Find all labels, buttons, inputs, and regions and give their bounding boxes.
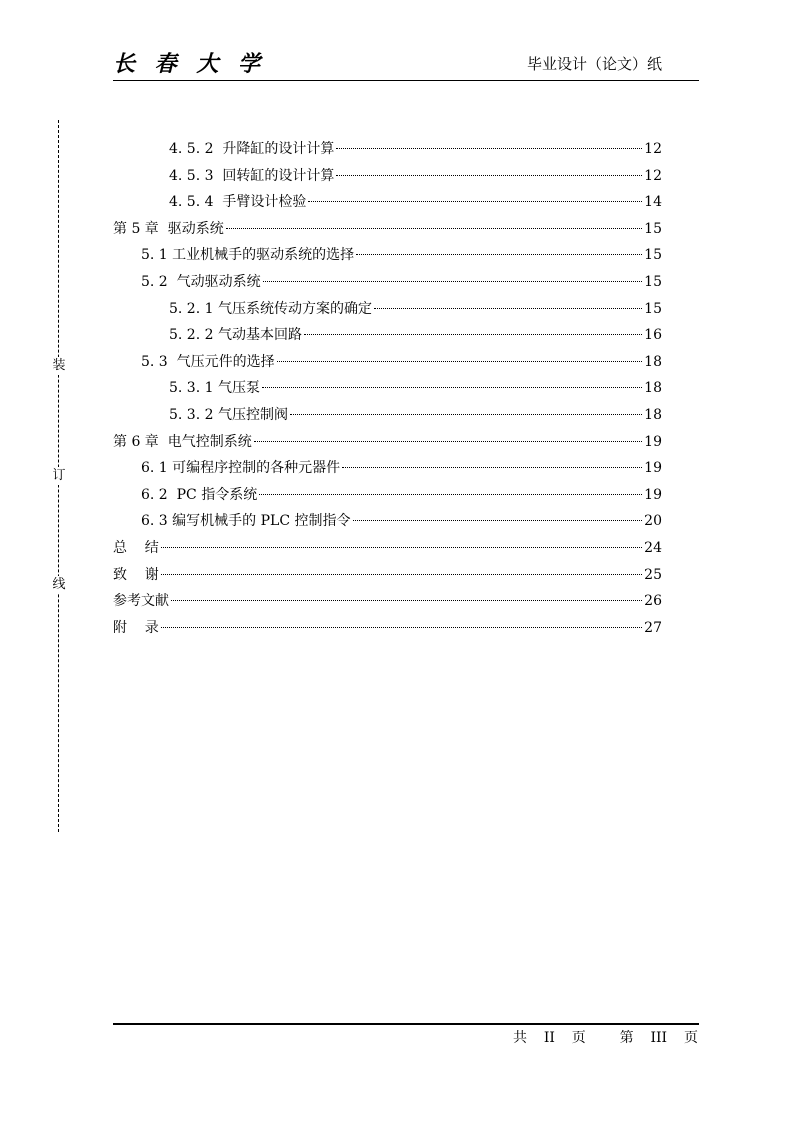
toc-entry-title: 6. 1 可编程序控制的各种元器件 [141, 460, 341, 477]
toc-dot-leader [290, 414, 642, 415]
toc-entry-page: 12 [644, 141, 662, 157]
toc-entry-page: 18 [644, 406, 662, 423]
toc-entry-page: 12 [644, 167, 662, 184]
toc-dot-leader [171, 600, 642, 601]
toc-dot-leader [336, 148, 642, 149]
toc-entry [113, 482, 662, 509]
toc-entry-page: 15 [644, 220, 662, 237]
toc-entry [113, 322, 662, 349]
toc-entry [113, 349, 662, 376]
binding-char-ding: 订 [50, 467, 68, 485]
toc-entry-title: 5. 3. 2 气压控制阀 [169, 406, 288, 423]
toc-entry-page: 20 [644, 513, 662, 530]
toc-entry-title: 第 5 章 驱动系统 [113, 220, 224, 237]
page-subtitle: 毕业设计（论文）纸 [526, 55, 662, 73]
header-rule [113, 80, 699, 81]
toc-dot-leader [226, 228, 642, 229]
toc-entry [113, 615, 662, 642]
toc-entry [113, 136, 662, 163]
toc-dot-leader [336, 175, 642, 176]
toc-entry-title: 第 6 章 电气控制系统 [113, 433, 252, 450]
toc-entry [113, 402, 662, 429]
toc-dot-leader [374, 308, 642, 309]
toc-entry-page: 18 [644, 380, 662, 397]
toc-entry-page: 19 [644, 460, 662, 477]
toc-entry [113, 535, 662, 562]
toc-entry-title: 附 录 [113, 619, 159, 636]
toc-entry [113, 163, 662, 190]
toc-entry-title: 5. 2. 2 气动基本回路 [169, 327, 302, 344]
toc-dot-leader [263, 281, 643, 282]
toc-entry [113, 242, 662, 269]
toc-dot-leader [277, 361, 643, 362]
toc-entry-page: 19 [644, 486, 662, 503]
toc-entry-page: 15 [644, 247, 662, 264]
toc-entry-title: 5. 3 气压元件的选择 [141, 353, 275, 370]
toc-entry-title: 总 结 [113, 539, 159, 556]
toc-entry-page: 14 [644, 194, 662, 211]
toc-entry-page: 26 [644, 593, 662, 610]
binding-char-xian: 线 [50, 576, 68, 594]
toc-entry [113, 375, 662, 402]
toc-entry [113, 269, 662, 296]
toc-dot-leader [342, 467, 642, 468]
toc-entry-page: 27 [644, 619, 662, 636]
toc-entry-title: 5. 2 气动驱动系统 [141, 273, 261, 290]
table-of-contents [113, 136, 662, 641]
footer-rule [113, 1023, 699, 1025]
toc-entry-page: 15 [644, 300, 662, 317]
toc-entry-page: 15 [644, 273, 662, 290]
toc-entry [113, 455, 662, 482]
toc-entry-page: 24 [644, 539, 662, 556]
toc-entry-title: 4. 5. 2 升降缸的设计计算 [169, 141, 335, 157]
toc-entry [113, 216, 662, 243]
toc-dot-leader [254, 441, 642, 442]
toc-dot-leader [161, 627, 642, 628]
school-name: 长 春 大 学 [113, 51, 266, 77]
toc-entry [113, 562, 662, 589]
toc-entry-title: 4. 5. 4 手臂设计检验 [169, 194, 307, 211]
toc-dot-leader [304, 334, 642, 335]
toc-entry-title: 5. 1 工业机械手的驱动系统的选择 [141, 247, 355, 264]
toc-entry [113, 189, 662, 216]
toc-dot-leader [308, 201, 642, 202]
toc-entry [113, 296, 662, 323]
toc-entry [113, 429, 662, 456]
toc-dot-leader [262, 387, 642, 388]
toc-entry-title: 致 谢 [113, 566, 159, 583]
toc-dot-leader [353, 520, 643, 521]
toc-entry-title: 6. 3 编写机械手的 PLC 控制指令 [141, 513, 351, 530]
toc-entry-page: 18 [644, 353, 662, 370]
toc-entry-title: 参考文献 [113, 593, 169, 610]
toc-entry-page: 19 [644, 433, 662, 450]
toc-entry [113, 588, 662, 615]
toc-dot-leader [259, 494, 642, 495]
toc-entry-page: 25 [644, 566, 662, 583]
toc-dot-leader [161, 574, 642, 575]
toc-dot-leader [356, 254, 642, 255]
toc-entry [113, 508, 662, 535]
binding-char-zhuang: 装 [50, 357, 68, 375]
toc-entry-title: 6. 2 PC 指令系统 [141, 486, 258, 503]
toc-entry-page: 16 [644, 327, 662, 344]
toc-entry-title: 4. 5. 3 回转缸的设计计算 [169, 167, 335, 184]
toc-entry-title: 5. 2. 1 气压系统传动方案的确定 [169, 300, 372, 317]
toc-entry-title: 5. 3. 1 气压泵 [169, 380, 260, 397]
toc-dot-leader [161, 547, 642, 548]
page-counter: 共 II 页 第 III 页 [512, 1030, 698, 1046]
